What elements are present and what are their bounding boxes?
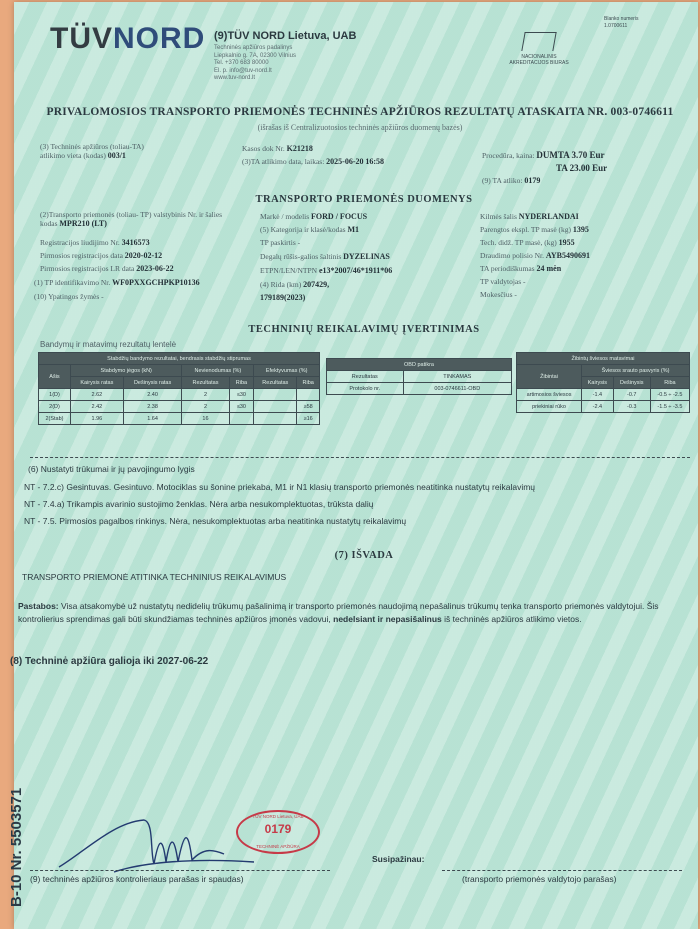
total-price: TA 23.00 Eur xyxy=(556,163,608,173)
brake-results-table: Stabdžių bandymo rezultatai, bendrasis stabdžių stiprumas Ašis Stabdymo jėgos (kN) Nevienodumas (%) Efektyvumas (%) Kairysis ratas Dešinysis ratas Rezultatas Riba Rezultatas Riba 1(D) 2.62 2.40 2 ≤30 2(D) 2.42 2.38 2 ≤30 ≥58 2(Stab) 1.96 1.64 16 ≥16 xyxy=(38,352,320,425)
table-row: 2(Stab) 1.96 1.64 16 ≥16 xyxy=(39,413,320,425)
inspection-place: (3) Techninės apžiūros (toliau-TA) atlikimo vieta (kodas) 003/1 xyxy=(40,142,144,160)
receipt-number: Kasos dok Nr. K21218 xyxy=(242,144,313,153)
procedure-price: Procedūra, kaina: DUMTA 3.70 Eur xyxy=(482,150,605,160)
table-row: Protokolo nr. 003-0746611-OBD xyxy=(327,383,512,395)
first-registration: Pirmosios registracijos data 2020-02-12 xyxy=(40,251,163,260)
inspection-date: (3)TA atlikimo data, laikas: 2025-06-20 16:58 xyxy=(242,157,385,166)
vehicle-owner: TP valdytojas - xyxy=(480,277,526,286)
accreditation-logo: NACIONALINIS AKREDITACIJOS BIURAS xyxy=(494,32,584,66)
tax-payer: Mokesčius - xyxy=(480,290,517,299)
tuv-nord-logo: TÜVNORD xyxy=(50,22,206,55)
origin-country: Kilmės šalis NYDERLANDAI xyxy=(480,212,579,221)
form-serial: Blanko numeris 1.0700611 xyxy=(604,16,639,29)
conclusion-heading: (7) IŠVADA xyxy=(334,550,394,561)
type-approval: ETPN/LEN/NTPN e13*2007/46*1911*06 xyxy=(260,266,393,275)
acknowledged-label: Susipažinau: xyxy=(372,854,425,864)
owner-signature-line xyxy=(442,870,682,871)
results-table-caption: Bandymų ir matavimų rezultatų lentelė xyxy=(40,340,177,349)
category: (5) Kategorija ir klasė/kodas M1 xyxy=(260,225,360,234)
company-address: Techninės apžiūros padalinys Liepkalnio g. 7A, 02300 Vilnius Tel. +370 683 80000 El. p. info@tuv-nord.lt www.tuv-nord.lt xyxy=(214,45,296,81)
vehicle-section-title: TRANSPORTO PRIEMONĖS DUOMENYS xyxy=(255,194,473,205)
fuel-type: Degalų rūšis-galios šaltinis DYZELINAS xyxy=(260,252,390,261)
table-row: priekiniai rūko -2.4 -0.3 -1.5 ÷ -3.5 xyxy=(517,401,690,413)
inspector-code: (9) TA atliko: 0179 xyxy=(482,176,541,185)
special-marks: (10) Ypatingos žymės - xyxy=(34,292,104,301)
odometer: (4) Rida (km) 207429, xyxy=(260,280,330,289)
inspection-period: TA periodiškumas 24 mėn xyxy=(480,264,562,273)
defects-heading: (6) Nustatyti trūkumai ir jų pavojingumo lygis xyxy=(28,464,195,474)
vin-number: (1) TP identifikavimo Nr. WF0PXXGCHPKP10136 xyxy=(34,278,200,287)
registration-certificate: Registracijos liudijimo Nr. 3416573 xyxy=(40,238,150,247)
lt-registration: Pirmosios registracijos LR data 2023-06-22 xyxy=(40,264,174,273)
inspector-stamp: TÜV NORD Lietuva, UAB 0179 TECHNINĖ APŽIŪRA xyxy=(236,810,320,854)
signature-line xyxy=(30,870,330,871)
plate-number: (2)Transporto priemonės (toliau- TP) valstybinis Nr. ir šalies kodas MPR210 (LT) xyxy=(40,210,223,228)
table-row: artimosios šviesos -1.4 -0.7 -0.5 ÷ -2.5 xyxy=(517,389,690,401)
make-model: Markė / modelis FORD / FOCUS xyxy=(260,212,368,221)
max-mass: Tech. didž. TP masė, (kg) 1955 xyxy=(480,238,575,247)
table-row: 2(D) 2.42 2.38 2 ≤30 ≥58 xyxy=(39,401,320,413)
odometer-history: 179189(2023) xyxy=(260,293,306,302)
inspection-report-document xyxy=(8,2,698,929)
report-subtitle: (išrašas iš Centralizuotosios techninės apžiūros duomenų bazės) xyxy=(257,123,463,132)
company-name: (9)TÜV NORD Lietuva, UAB xyxy=(214,30,357,42)
insurance-policy: Draudimo polisio Nr. AYB5490691 xyxy=(480,251,590,260)
table-row: 1(D) 2.62 2.40 2 ≤30 xyxy=(39,389,320,401)
curb-mass: Parengtos ekspl. TP masė (kg) 1395 xyxy=(480,225,589,234)
defect-item: NT - 7.2.c) Gesintuvas. Gesintuvo. Motociklas su šonine priekaba, M1 ir N1 klasių transporto priemonės neatitinka nustatytų reikalavimų xyxy=(24,482,536,492)
headlight-table: Žibintų šviesos matavimai Žibintai Šviesos srauto pasvyris (%) Kairysis Dešinysis Riba artimosios šviesos -1.4 -0.7 -0.5 ÷ -2.5 priekiniai rūko -2.4 -0.3 -1.5 ÷ -3.5 xyxy=(516,352,690,413)
accreditation-icon xyxy=(521,32,556,51)
conclusion-text: TRANSPORTO PRIEMONĖ ATITINKA TECHNINIUS REIKALAVIMUS xyxy=(22,572,287,582)
defect-item: NT - 7.5. Pirmosios pagalbos rinkinys. Nėra, nesukomplektuotas arba neatitinka nustatytų reikalavimų xyxy=(24,516,407,526)
owner-signature-caption: (transporto priemonės valdytojo parašas) xyxy=(462,874,617,884)
form-side-number: B-10 Nr. 5503571 xyxy=(8,787,25,907)
assessment-section-title: TECHNINIŲ REIKALAVIMŲ ĮVERTINIMAS xyxy=(248,324,480,335)
report-title: PRIVALOMOSIOS TRANSPORTO PRIEMONĖS TECHNINĖS APŽIŪROS REZULTATŲ ATASKAITA NR. 003-0746611 xyxy=(46,106,674,118)
notes: Pastabos: Visa atsakomybė už nustatytų nedidelių trūkumų pašalinimą ir transporto priemonės naudojimą nepašalinus trūkumų tenka transporto priemonės valdytojui. Šis kontrolierius sprendimas gali būti skundžiamas techninės apžiūros įmonės vadovui, nedelsiant ir nepasišalinus iš techninės apžiūros atlikimo vietos. xyxy=(18,601,659,624)
divider xyxy=(30,457,690,458)
inspector-signature-caption: (9) techninės apžiūros kontrolieriaus parašas ir spaudas) xyxy=(30,874,244,884)
obd-table: OBD patikra Rezultatas TINKAMAS Protokolo nr. 003-0746611-OBD xyxy=(326,358,512,395)
vehicle-purpose: TP paskirtis - xyxy=(260,238,301,247)
table-row: Rezultatas TINKAMAS xyxy=(327,371,512,383)
defect-item: NT - 7.4.a) Trikampis avarinio sustojimo ženklas. Nėra arba nesukomplektuotas, trūksta dalių xyxy=(24,499,374,509)
validity-date: (8) Techninė apžiūra galioja iki 2027-06-22 xyxy=(10,656,209,667)
